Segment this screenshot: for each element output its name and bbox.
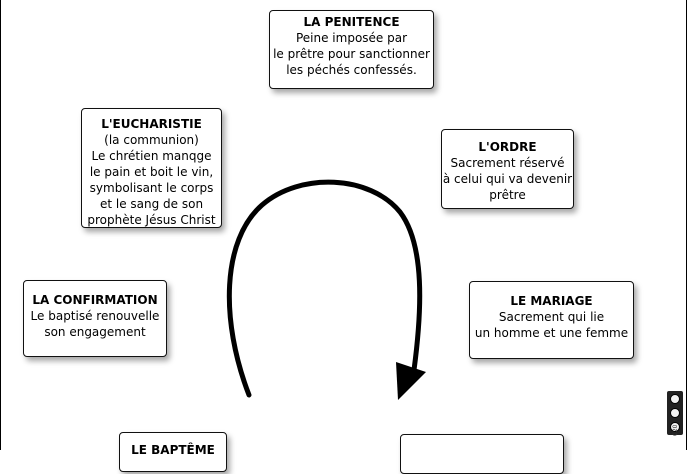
cycle-arrow-head [396,362,426,400]
box-confirmation [23,280,167,357]
eucharistie-line: prophète Jésus Christ [87,213,216,227]
box-bapteme [119,432,227,472]
eucharistie-title: L'EUCHARISTIE [101,117,202,131]
box-ordre [441,129,574,209]
eucharistie-line: symbolisant le corps [89,181,214,195]
cc-icon [670,394,680,404]
bapteme-title: LE BAPTÊME [131,443,215,457]
eucharistie-line: (la communion) [104,133,199,147]
cycle-arrow-shaft [229,182,419,395]
ordre-line: à celui qui va devenir [442,172,573,186]
confirmation-line: Le baptisé renouvelle [30,309,160,323]
penitence-line: le prêtre pour sanctionner [273,47,430,61]
eucharistie-line: le pain et boit le vin, [89,165,214,179]
penitence-line: les péchés confessés. [286,63,417,77]
mariage-line: un homme et une femme [474,326,629,340]
mariage-title: LE MARIAGE [510,294,593,308]
eucharistie-line: Le chrétien manqge [91,149,212,163]
confirmation-title: LA CONFIRMATION [32,293,158,307]
penitence-line: Peine imposée par [295,31,408,45]
license-year: 020 [672,424,679,436]
by-icon [670,408,680,418]
box-mariage [469,281,634,359]
eucharistie-line: et le sang de son [99,197,204,211]
box-penitence [269,10,434,89]
ordre-title: L'ORDRE [478,140,537,154]
box-eucharistie [81,108,222,228]
mariage-line: Sacrement qui lie [498,310,605,324]
ordre-line: Sacrement réservé [450,156,565,170]
confirmation-line: son engagement [44,325,146,339]
penitence-title: LA PENITENCE [303,15,400,29]
ordre-line: prêtre [489,188,526,202]
box-bottom-right [400,434,564,474]
